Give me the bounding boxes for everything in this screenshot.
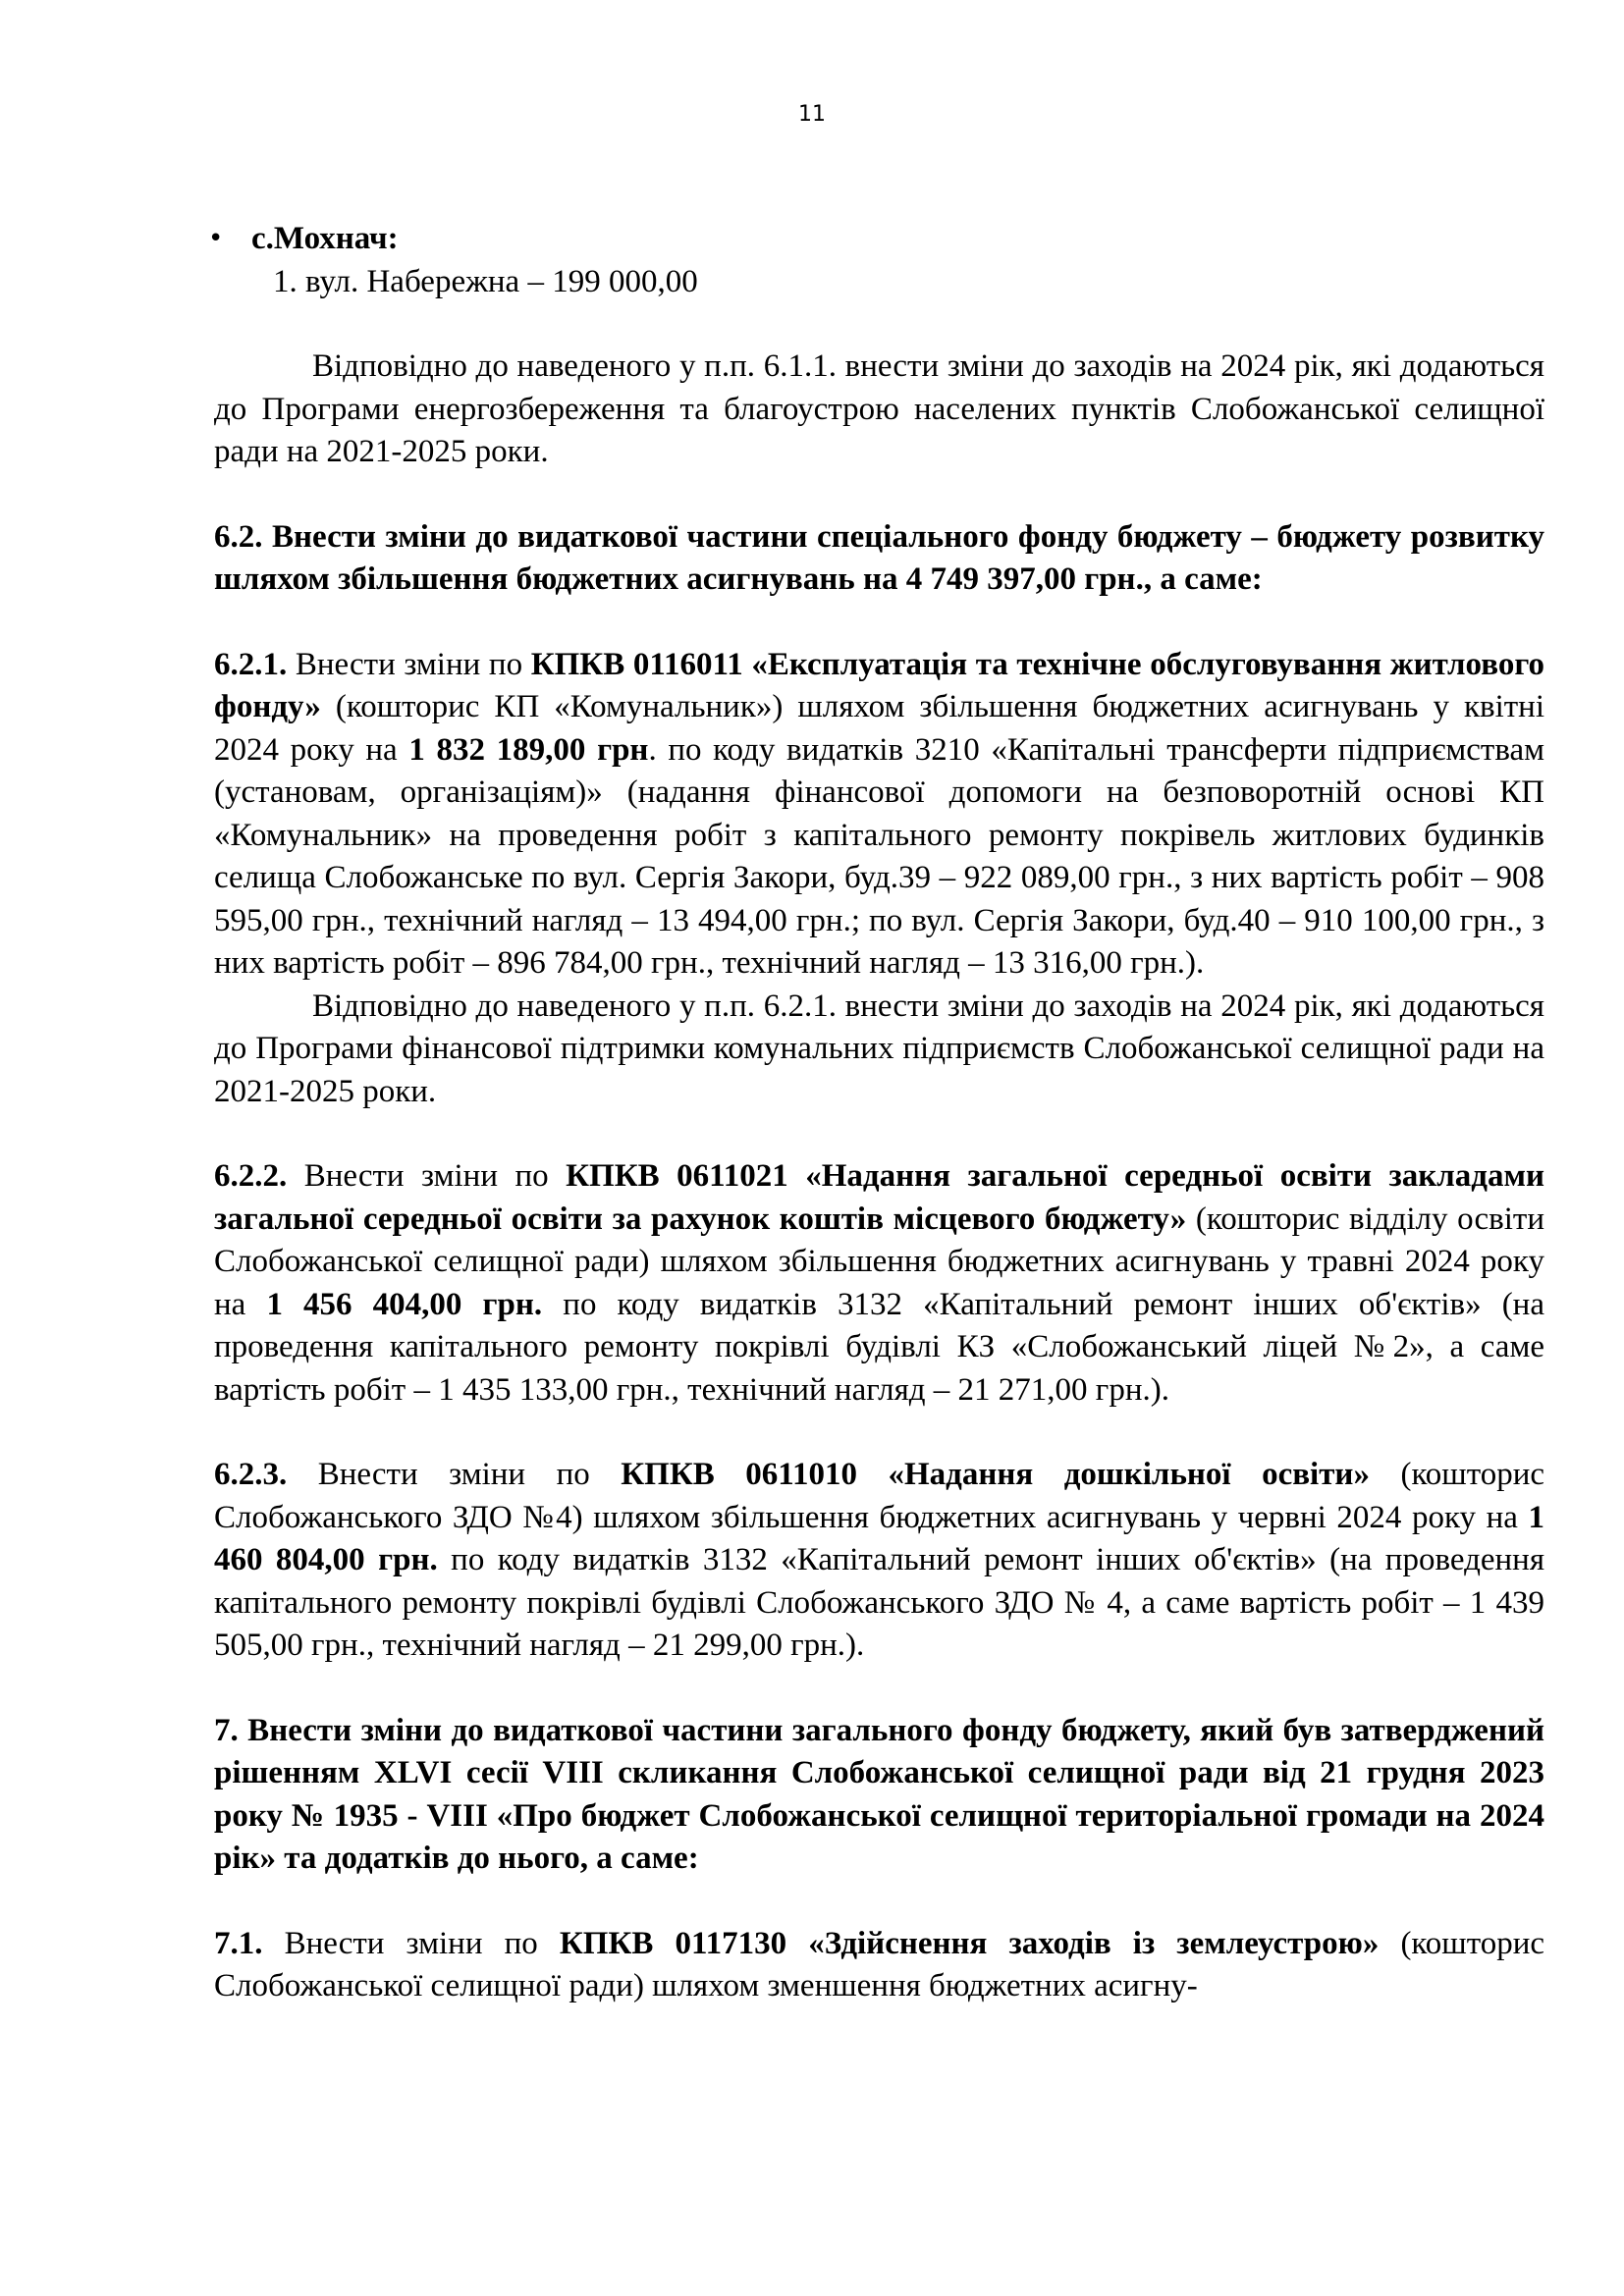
paragraph-6-2-1-note: Відповідно до наведеного у п.п. 6.2.1. внести зміни до заходів на 2024 рік, які додаються до Програми фінансової підтримки комунальних підприємств Слобожанської селищної ради на 2021-2025 роки. — [214, 988, 1544, 1109]
section-text: по коду видатків 3132 «Капітальний ремонт інших об'єктів» (на проведення капітального ремонту покрівлі будівлі Слобожанського ЗДО № 4, а саме вартість робіт – 1 439 505,00 грн., технічний нагляд – 21 299,00 грн.). — [214, 1542, 1545, 1663]
bullet-item — [208, 218, 1544, 261]
page-number: 11 — [798, 102, 826, 127]
section-text: . по коду видатків 3210 «Капітальні трансферти підприємствам (установам, організаціям)» (надання фінансової допомоги на безповоротній основі КП «Комунальник» на проведення робіт з капітального ремонту покрівель житлових будинків селища Слобожанське по вул. Сергія Закори, буд.39 – 922 089,00 грн., з них вартість робіт – 908 595,00 грн., технічний нагляд – 13 494,00 грн.; по вул. Сергія Закори, буд.40 – 910 100,00 грн., з них вартість робіт – 896 784,00 грн., технічний нагляд – 13 316,00 грн.). — [214, 731, 1544, 981]
amount: 1 456 404,00 грн. — [266, 1286, 543, 1322]
section-number: 6.2.3. — [214, 1457, 288, 1492]
kpkv-title: КПКВ 0117130 «Здійснення заходів із землеустрою» — [559, 1925, 1380, 1961]
bullet-icon: • — [208, 224, 224, 253]
section-text: Внести зміни по — [287, 1158, 567, 1194]
section-number: 7.1. — [214, 1925, 263, 1961]
section-text: Внести зміни по — [287, 646, 531, 682]
section-number: 6.2.1. — [214, 646, 288, 682]
paragraph-6-1-1-note: Відповідно до наведеного у п.п. 6.1.1. внести зміни до заходів на 2024 рік, які додаються до Програми енергозбереження та благоустрою населених пунктів Слобожанської селищної ради на 2021-2025 роки. — [214, 348, 1544, 469]
kpkv-title: КПКВ 0611010 «Надання дошкільної освіти» — [621, 1457, 1370, 1492]
section-7-heading: 7. Внести зміни до видаткової частини загального фонду бюджету, який був затверджений рішенням XLVI сесії VIII скликання Слобожанської селищної ради від 21 грудня 2023 року № 1935 - VIII «Про бюджет Слобожанської селищної територіальної громади на 2024 рік» та додатків до нього, а саме: — [214, 1712, 1544, 1876]
section-text: (кошторис Слобожанської селищної ради) шляхом зменшення бюджетних асигну- — [214, 1925, 1544, 2003]
kpkv-title: КПКВ 0116011 «Експлуатація та технічне обслуговування житлового фонду» — [214, 646, 1544, 724]
section-text: (кошторис КП «Комунальник») шляхом збільшення бюджетних асигнувань у квітні 2024 року на — [214, 689, 1544, 768]
section-text: (кошторис відділу освіти Слобожанської селищної ради) шляхом збільшення бюджетних асигнувань у травні 2024 року на — [214, 1201, 1544, 1322]
section-6-2-1 — [214, 644, 1544, 986]
amount: 1 832 189,00 грн — [408, 731, 649, 768]
section-text: Внести зміни по — [287, 1457, 622, 1492]
section-6-2-3 — [214, 1454, 1544, 1668]
section-text: (кошторис Слобожанського ЗДО №4) шляхом збільшення бюджетних асигнувань у червні 2024 року на — [214, 1457, 1545, 1535]
section-6-2-2 — [214, 1155, 1544, 1412]
bullet-sub-item: 1. вул. Набережна – 199 000,00 — [273, 263, 698, 299]
section-number: 6.2.2. — [214, 1158, 288, 1194]
section-text: Внести зміни по — [262, 1925, 560, 1961]
kpkv-title: КПКВ 0611021 «Надання загальної середньої освіти закладами загальної середньої освіти за рахунок коштів місцевого бюджету» — [214, 1158, 1544, 1237]
amount: 1 460 804,00 грн. — [214, 1499, 1544, 1577]
section-6-2-heading: 6.2. Внести зміни до видаткової частини спеціального фонду бюджету – бюджету розвитку шляхом збільшення бюджетних асигнувань на 4 749 397,00 грн., а саме: — [214, 518, 1544, 597]
bullet-label: с.Мохнач: — [251, 221, 399, 256]
document-body — [208, 218, 1545, 2008]
section-text: по коду видатків 3132 «Капітальний ремонт інших об'єктів» (на проведення капітального ремонту покрівлі будівлі КЗ «Слобожанський ліцей №2», а саме вартість робіт – 1 435 133,00 грн., технічний нагляд – 21 271,00 грн.). — [214, 1286, 1544, 1408]
section-7-1 — [214, 1923, 1544, 2008]
